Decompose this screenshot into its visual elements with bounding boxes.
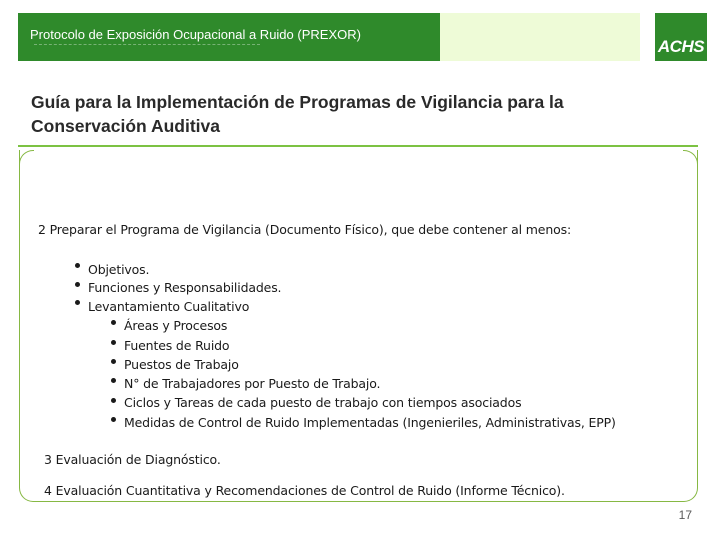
bullet-dot [111,378,116,383]
sub-list-item: Medidas de Control de Ruido Implementadas (Ingenieriles, Administrativas, EPP) [124,415,616,430]
list-item: Levantamiento Cualitativo [88,299,250,314]
step-3-text: 3 Evaluación de Diagnóstico. [44,452,221,467]
content-box [19,150,698,502]
achs-logo [655,13,707,61]
bullet-dot [111,320,116,325]
bullet-dot [75,282,80,287]
sub-list-item: N° de Trabajadores por Puesto de Trabajo. [124,376,381,391]
sub-list-item: Fuentes de Ruido [124,338,230,353]
step-2-text: 2 Preparar el Programa de Vigilancia (Documento Físico), que debe contener al menos: [38,222,572,237]
header-bar [18,13,440,61]
step-4-text: 4 Evaluación Cuantitativa y Recomendaciones de Control de Ruido (Informe Técnico). [44,483,565,498]
bullet-dot [111,417,116,422]
list-item: Objetivos. [88,262,150,277]
title-divider [18,145,698,147]
bullet-dot [75,263,80,268]
sub-list-item: Áreas y Procesos [124,318,228,333]
bullet-dot [111,340,116,345]
logo-text: ACHS [657,37,705,56]
page-title: Guía para la Implementación de Programas de Vigilancia para la Conservación Auditiva [31,92,564,136]
bullet-dot [75,300,80,305]
list-item: Funciones y Responsabilidades. [88,280,282,295]
bullet-dot [111,359,116,364]
header-title: Protocolo de Exposición Ocupacional a Ruido (PREXOR) [30,27,361,42]
sub-list-item: Ciclos y Tareas de cada puesto de trabajo con tiempos asociados [124,395,522,410]
page-number: 17 [678,508,692,522]
bullet-dot [111,398,116,403]
sub-list-item: Puestos de Trabajo [124,357,239,372]
header-light-panel [440,13,640,61]
header-underline [34,44,260,45]
